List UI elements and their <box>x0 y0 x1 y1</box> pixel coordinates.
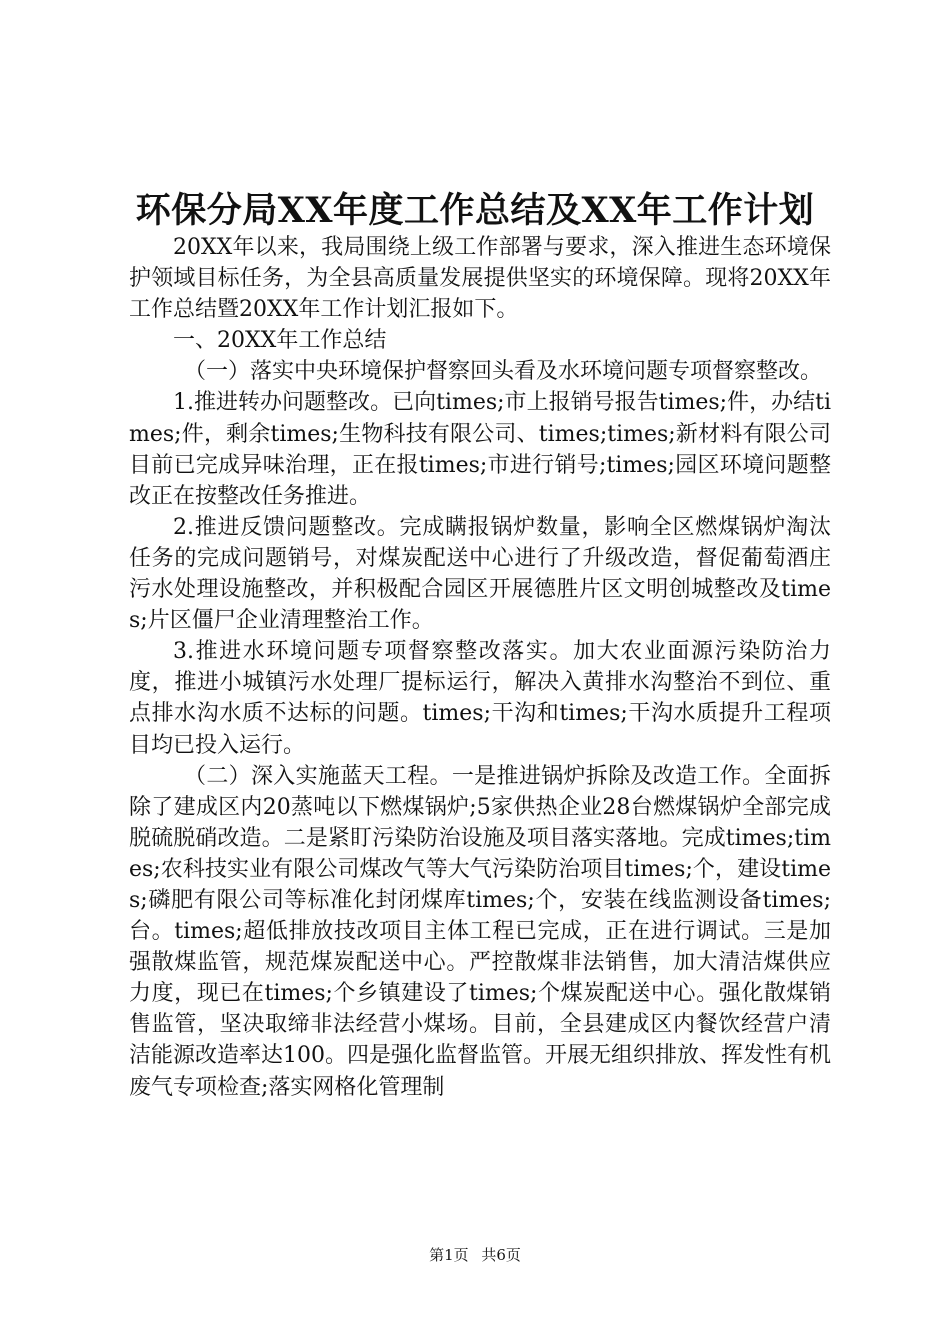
item-paragraph-3: 3.推进水环境问题专项督察整改落实。加大农业面源污染防治力度，推进小城镇污水处理厂提标运行，解决入黄排水沟整治不到位、重点排水沟水质不达标的问题。times;干沟和times;干沟水质提升工程项目均已投入运行。 <box>129 639 831 758</box>
document-body <box>129 232 831 1103</box>
item-paragraph-2: 2.推进反馈问题整改。完成瞒报锅炉数量，影响全区燃煤锅炉淘汰任务的完成问题销号，对煤炭配送中心进行了升级改造，督促葡萄酒庄污水处理设施整改，并积极配合园区开展德胜片区文明创城整改及times;片区僵尸企业清理整治工作。 <box>129 514 831 634</box>
page-number: 第1页 <box>429 1246 469 1264</box>
subsection-heading-1: （一）落实中央环境保护督察回头看及水环境问题专项督察整改。 <box>184 359 823 385</box>
document-title: 环保分局XX年度工作总结及XX年工作计划 <box>135 190 815 231</box>
page-footer <box>0 1244 950 1266</box>
intro-paragraph: 20XX年以来，我局围绕上级工作部署与要求，深入推进生态环境保护领域目标任务，为全县高质量发展提供坚实的环境保障。现将20XX年工作总结暨20XX年工作计划汇报如下。 <box>129 235 831 323</box>
subsection-paragraph-2: （二）深入实施蓝天工程。一是推进锅炉拆除及改造工作。全面拆除了建成区内20蒸吨以下燃煤锅炉;5家供热企业28台燃煤锅炉全部完成脱硫脱硝改造。二是紧盯污染防治设施及项目落实落地。完成times;times;农科技实业有限公司煤改气等大气污染防治项目times;个，建设times;磷肥有限公司等标准化封闭煤库times;个，安装在线监测设备times;台。times;超低排放技改项目主体工程已完成，正在进行调试。三是加强散煤监管，规范煤炭配送中心。严控散煤非法销售，加大清洁煤供应力度，现已在times;个乡镇建设了times;个煤炭配送中心。强化散煤销售监管，坚决取缔非法经营小煤场。目前，全县建成区内餐饮经营户清洁能源改造率达100。四是强化监督监管。开展无组织排放、挥发性有机废气专项检查;落实网格化管理制 <box>129 763 831 1100</box>
item-paragraph-1: 1.推进转办问题整改。已向times;市上报销号报告times;件，办结times;件，剩余times;生物科技有限公司、times;times;新材料有限公司目前已完成异味治理，正在报times;市进行销号;times;园区环境问题整改正在按整改任务推进。 <box>129 390 831 509</box>
page-total: 共6页 <box>481 1246 521 1264</box>
section-heading-1: 一、20XX年工作总结 <box>173 328 387 354</box>
